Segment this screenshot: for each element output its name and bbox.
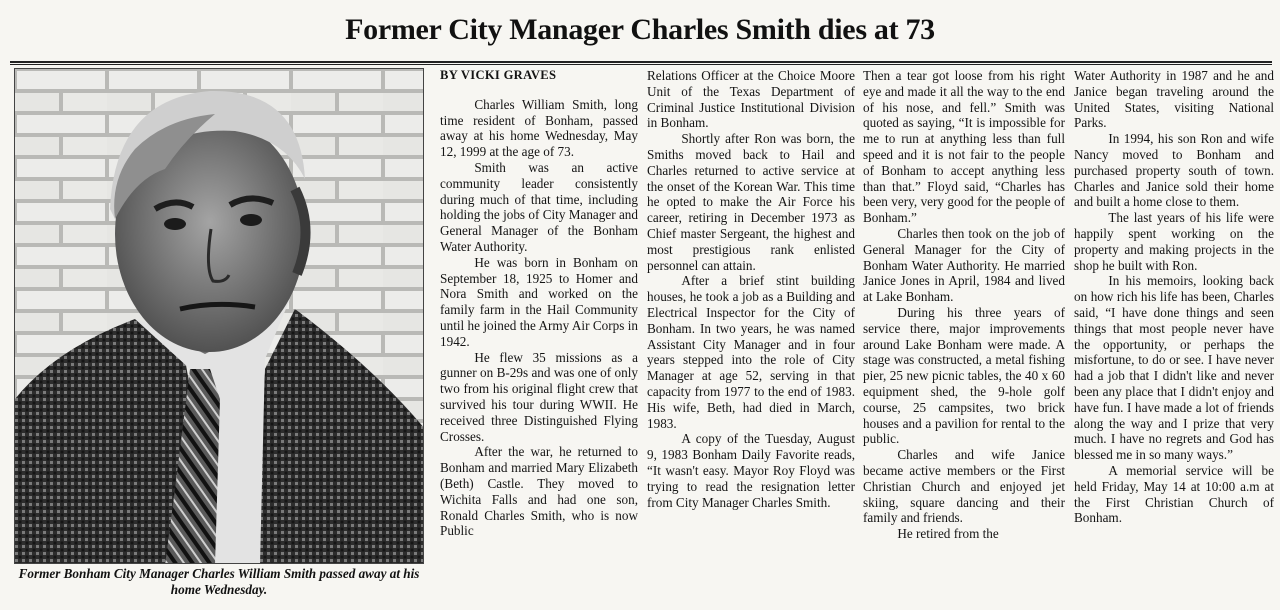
column-4-continuation: Water Authority in 1987 and he and Janice began traveling around the United States, visiting National Parks. [1074, 68, 1274, 131]
column-4-paragraph: In his memoirs, looking back on how rich his life has been, Charles said, “I have done things and seen things that most people never have the opportunity, or perhaps the misfortune, to do or see. I have never had a job that I didn't like and never been any place that I didn't enjoy and have fun. I have made a lot of friends along the way and I prize that very much. I have no regrets and God has blessed me in so many ways.” [1074, 273, 1274, 463]
column-4-paragraph: In 1994, his son Ron and wife Nancy moved to Bonham and purchased property south of town. Charles and Janice sold their home and built a home close to them. [1074, 131, 1274, 210]
column-4-paragraph: A memorial service will be held Friday, May 14 at 10:00 a.m at the First Christian Church of Bonham. [1074, 462, 1274, 526]
article-column-2 [647, 68, 855, 606]
column-3-paragraph: During his three years of service there, major improvements around Lake Bonham were made. A stage was constructed, a metal fishing pier, 25 new picnic tables, the 40 x 60 equipment shed, the 9-hole golf course, 25 campsites, two brick houses and a pavilion for rental to the public. [863, 304, 1065, 447]
column-1-paragraph: Smith was an active community leader consistently during much of that time, including holding the jobs of City Manager and General Manager of the Bonham Water Authority. [440, 159, 638, 254]
headline: Former City Manager Charles Smith dies at 73 [345, 13, 935, 46]
article-column-1 [440, 68, 638, 606]
column-4-paragraph: The last years of his life were happily spent working on the property and making projects in the shop he built with Ron. [1074, 210, 1274, 273]
column-3-paragraph: Charles then took on the job of General Manager for the City of Bonham Water Authority. He married Janice Jones in April, 1984 and lived at Lake Bonham. [863, 225, 1065, 305]
article-column-4 [1074, 68, 1274, 606]
column-2-paragraph: After a brief stint building houses, he took a job as a Building and Electrical Inspector for the City of Bonham. In two years, he was named Assistant City Manager and in four years stepped into the role of City Manager at age 52, serving in that capacity from 1977 to the end of 1983. His wife, Beth, had died in March, 1983. [647, 273, 855, 431]
column-1-paragraph: He was born in Bonham on September 18, 1925 to Homer and Nora Smith and worked on the family farm in the Hail Community until he joined the Army Air Corps in 1942. [440, 254, 638, 349]
headline-rule-thick [10, 61, 1272, 63]
column-3-paragraph: Charles and wife Janice became active members or the First Christian Church and enjoyed jet skiing, square dancing and their family and friends. [863, 447, 1065, 526]
article-column-3 [863, 68, 1065, 606]
column-2-continuation: Relations Officer at the Choice Moore Unit of the Texas Department of Criminal Justice Institutional Division in Bonham. [647, 68, 855, 131]
column-3-continuation: Then a tear got loose from his right eye and made it all the way to the end of his nose, and fell.” Smith was quoted as saying, “It is impossible for me to run at anything less than full speed and it is not fair to the people of Bonham to accept anything less than that.” Floyd said, “Charles has been very, very good for the people of Bonham.” [863, 68, 1065, 226]
column-3-paragraph: He retired from the [897, 526, 999, 542]
portrait-photo [14, 68, 424, 564]
portrait-illustration [15, 69, 424, 564]
headline-rule-thin [10, 64, 1272, 65]
column-2-paragraph: A copy of the Tuesday, August 9, 1983 Bonham Daily Favorite reads, “It wasn't easy. Mayor Roy Floyd was trying to read the resignation letter from City Manager Charles Smith. [647, 431, 855, 510]
column-1-paragraph: Charles William Smith, long time resident of Bonham, passed away at his home Wednesday, May 12, 1999 at the age of 73. [440, 96, 638, 160]
column-2-paragraph: Shortly after Ron was born, the Smiths moved back to Hail and Charles returned to active service at the onset of the Korean War. This time he opted to make the Air Force his career, retiring in December 1973 as Chief master Sergeant, the highest and most prestigious rank enlisted personnel can attain. [647, 131, 855, 273]
column-1-paragraph: He flew 35 missions as a gunner on B-29s and was one of only two from his original flight crew that survived his tour during WWII. He received three Distinguished Flying Crosses. [440, 349, 638, 444]
column-1-paragraph: After the war, he returned to Bonham and married Mary Elizabeth (Beth) Castle. They moved to Wichita Falls and had one son, Ronald Charles Smith, who is now Public [440, 444, 638, 539]
photo-caption: Former Bonham City Manager Charles William Smith passed away at his home Wednesday. [18, 566, 420, 597]
byline: BY VICKI GRAVES [440, 68, 557, 82]
